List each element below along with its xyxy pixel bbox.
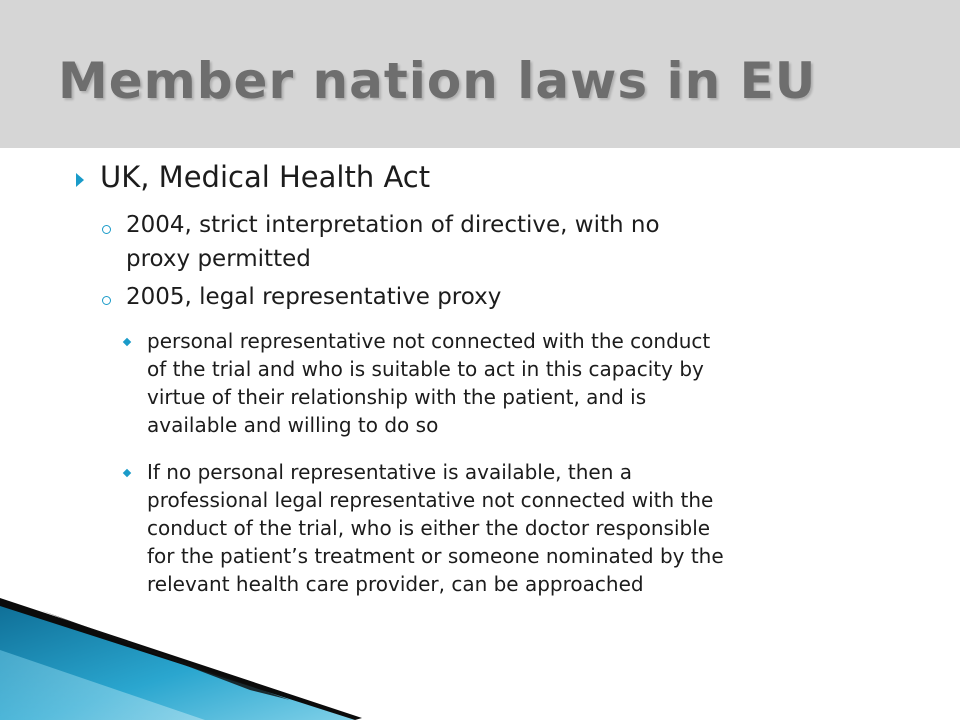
- bullet-level3-line: conduct of the trial, who is either the doctor responsible: [147, 516, 711, 540]
- bullet-level3-line: If no personal representative is available, then a: [147, 460, 632, 484]
- bullet-level2-line: 2004, strict interpretation of directive, with no: [126, 212, 660, 238]
- slide-title: Member nation laws in EU: [58, 52, 817, 110]
- bullet-level1-text: UK, Medical Health Act: [100, 160, 431, 194]
- bullet-level2-line: proxy permitted: [126, 246, 311, 272]
- bullet-level3-line: for the patient’s treatment or someone nominated by the: [147, 544, 724, 568]
- bullet-level3-line: of the trial and who is suitable to act in this capacity by: [147, 357, 704, 381]
- bullet-level2-line: 2005, legal representative proxy: [126, 284, 502, 310]
- bullet-level3-line: relevant health care provider, can be approached: [147, 572, 644, 596]
- bullet-level3-line: available and willing to do so: [147, 413, 439, 437]
- bullet-level3-line: personal representative not connected with the conduct: [147, 329, 711, 353]
- bullet-level3-line: virtue of their relationship with the patient, and is: [147, 385, 647, 409]
- bullet-level3-line: professional legal representative not connected with the: [147, 488, 714, 512]
